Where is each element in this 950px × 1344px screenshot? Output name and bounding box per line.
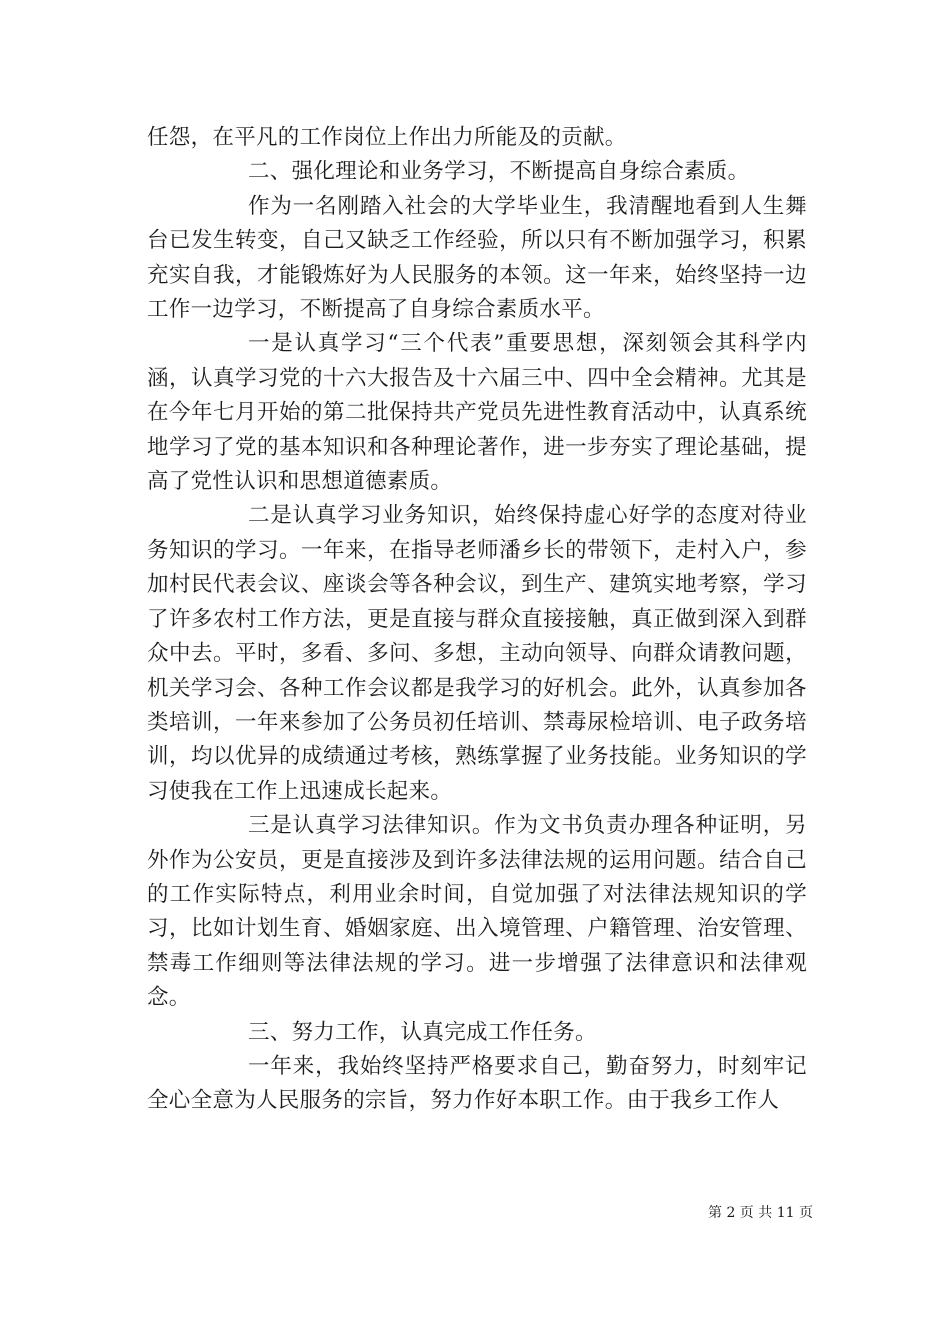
paragraph-intro-study: 作为一名刚踏入社会的大学毕业生，我清醒地看到人生舞台已发生转变，自己又缺乏工作经验，所以只有不断加强学习，积累充实自我，才能锻炼好为人民服务的本领。这一年来，始终坚持一边工作一边学习，不断提高了自身综合素质水平。: [147, 193, 807, 323]
paragraph-continuation: 任怨，在平凡的工作岗位上作出力所能及的贡献。: [147, 125, 627, 150]
document-body: [147, 121, 807, 1119]
paragraph-theory-study: 一是认真学习“三个代表”重要思想，深刻领会其科学内涵，认真学习党的十六大报告及十六届三中、四中全会精神。尤其是在今年七月开始的第二批保持共产党员先进性教育活动中，认真系统地学习了党的基本知识和各种理论著作，进一步夯实了理论基础，提高了党性认识和思想道德素质。: [147, 331, 807, 495]
paragraph-law-study: 三是认真学习法律知识。作为文书负责办理各种证明，另外作为公安员，更是直接涉及到许多法律法规的运用问题。结合自己的工作实际特点，利用业余时间，自觉加强了对法律法规知识的学习，比如计划生育、婚姻家庭、出入境管理、户籍管理、治安管理、禁毒工作细则等法律法规的学习。进一步增强了法律意识和法律观念。: [147, 813, 807, 1011]
paragraph-work-intro: 一年来，我始终坚持严格要求自己，勤奋努力，时刻牢记全心全意为人民服务的宗旨，努力作好本职工作。由于我乡工作人: [147, 1053, 807, 1114]
paragraph-business-study: 二是认真学习业务知识，始终保持虚心好学的态度对待业务知识的学习。一年来，在指导老师潘乡长的带领下，走村入户，参加村民代表会议、座谈会等各种会议，到生产、建筑实地考察，学习了许多农村工作方法，更是直接与群众直接接触，真正做到深入到群众中去。平时，多看、多问、多想，主动向领导、向群众请教问题，机关学习会、各种工作会议都是我学习的好机会。此外，认真参加各类培训，一年来参加了公务员初任培训、禁毒尿检培训、电子政务培训，均以优异的成绩通过考核，熟练掌握了业务技能。业务知识的学习使我在工作上迅速成长起来。: [147, 503, 807, 804]
section-heading-3: 三、努力工作，认真完成工作任务。: [248, 1019, 597, 1045]
section-heading-2: 二、强化理论和业务学习，不断提高自身综合素质。: [248, 159, 750, 185]
page-number: 第 2 页 共 11 页: [708, 1205, 813, 1221]
